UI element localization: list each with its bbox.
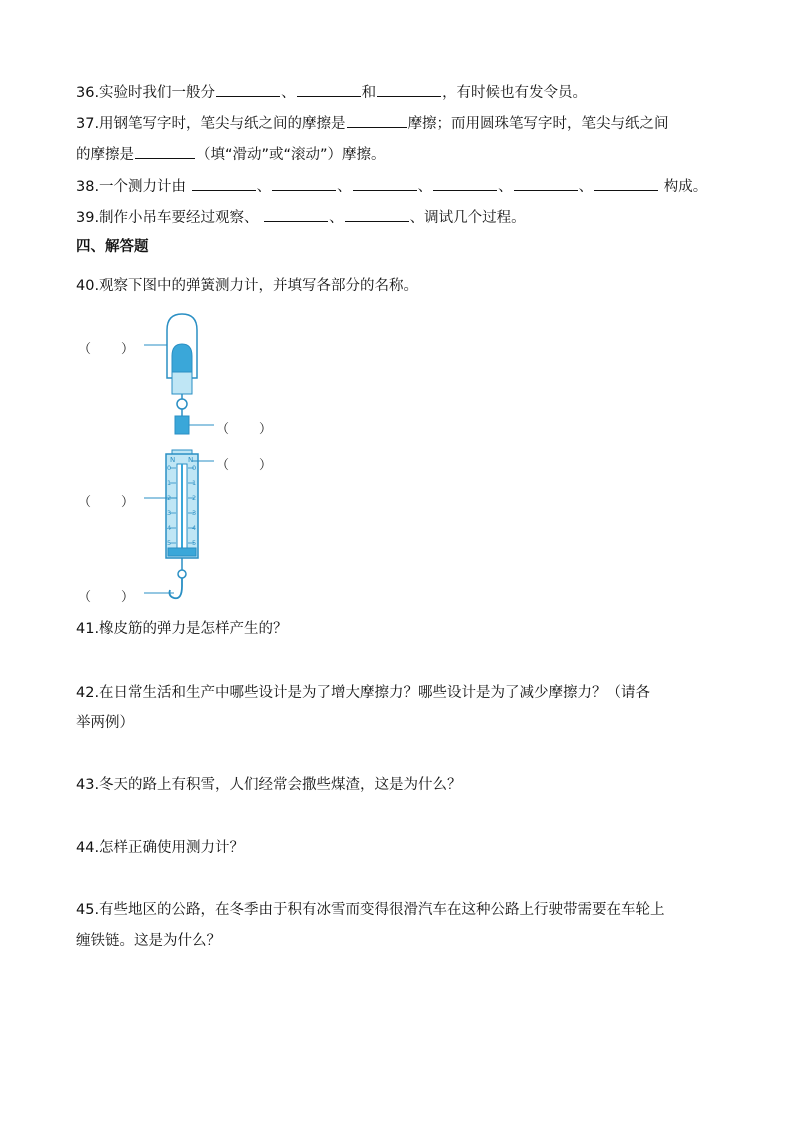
scale-number: 2 [167, 494, 172, 502]
answer-blank[interactable] [345, 207, 409, 222]
scale-number: 5 [167, 539, 172, 547]
question-43: 43.冬天的路上有积雪，人们经常会撒些煤渣，这是为什么？ [76, 777, 462, 793]
answer-blank[interactable] [272, 176, 336, 191]
question-40: 40.观察下图中的弹簧测力计，并填写各部分的名称。 [76, 278, 419, 294]
answer-blank[interactable] [192, 176, 256, 191]
answer-blank[interactable] [135, 144, 195, 159]
question-38: 38.一个测力计由 、 、 、 、 、 构成。 [76, 176, 707, 197]
scale-number: 5 [192, 539, 197, 547]
question-39: 39.制作小吊车要经过观察、 、 、调试几个过程。 [76, 207, 526, 228]
label-blank-top-cap[interactable]: （ ） [78, 342, 135, 357]
question-45-line-2: 缠铁链。这是为什么？ [76, 933, 221, 949]
spring-scale-figure [74, 308, 304, 612]
question-36: 36.实验时我们一般分 、 和 ，有时候也有发令员。 [76, 82, 587, 103]
question-45-line-1: 45.有些地区的公路，在冬季由于积有冰雪而变得很滑汽车在这种公路上行驶带需要在车轮上 [76, 902, 665, 918]
scale-number: 4 [167, 524, 172, 532]
question-42-line-1: 42.在日常生活和生产中哪些设计是为了增大摩擦力？哪些设计是为了减少摩擦力？（请各 [76, 685, 651, 701]
answer-blank[interactable] [594, 176, 658, 191]
label-blank-hook[interactable]: （ ） [78, 590, 135, 605]
answer-blank[interactable] [433, 176, 497, 191]
scale-number: 1 [167, 479, 172, 487]
question-37-line-2: 的摩擦是 （填“滑动”或“滚动”）摩擦。 [76, 144, 386, 165]
scale-number: 3 [192, 509, 197, 517]
answer-blank[interactable] [377, 82, 441, 97]
label-blank-pointer[interactable]: （ ） [216, 458, 273, 473]
question-37-line-1: 37.用钢笔写字时，笔尖与纸之间的摩擦是 摩擦；而用圆珠笔写字时，笔尖与纸之间 [76, 113, 669, 134]
question-41: 41.橡皮筋的弹力是怎样产生的？ [76, 621, 288, 637]
question-44: 44.怎样正确使用测力计？ [76, 840, 245, 856]
answer-blank[interactable] [297, 82, 361, 97]
answer-blank[interactable] [514, 176, 578, 191]
scale-number: 2 [192, 494, 197, 502]
answer-blank[interactable] [216, 82, 280, 97]
scale-number: 1 [192, 479, 197, 487]
answer-blank[interactable] [347, 113, 407, 128]
answer-blank[interactable] [264, 207, 328, 222]
unit-label-left: N [170, 456, 176, 464]
scale-number: 0 [192, 464, 197, 472]
scale-number: 4 [192, 524, 197, 532]
section-heading: 四、解答题 [76, 239, 149, 255]
scale-number: 3 [167, 509, 172, 517]
label-blank-scale[interactable]: （ ） [78, 495, 135, 510]
scale-number: 0 [167, 464, 172, 472]
unit-label-right: N [188, 456, 194, 464]
answer-blank[interactable] [353, 176, 417, 191]
question-42-line-2: 举两例） [76, 715, 134, 731]
label-blank-spring[interactable]: （ ） [216, 422, 273, 437]
